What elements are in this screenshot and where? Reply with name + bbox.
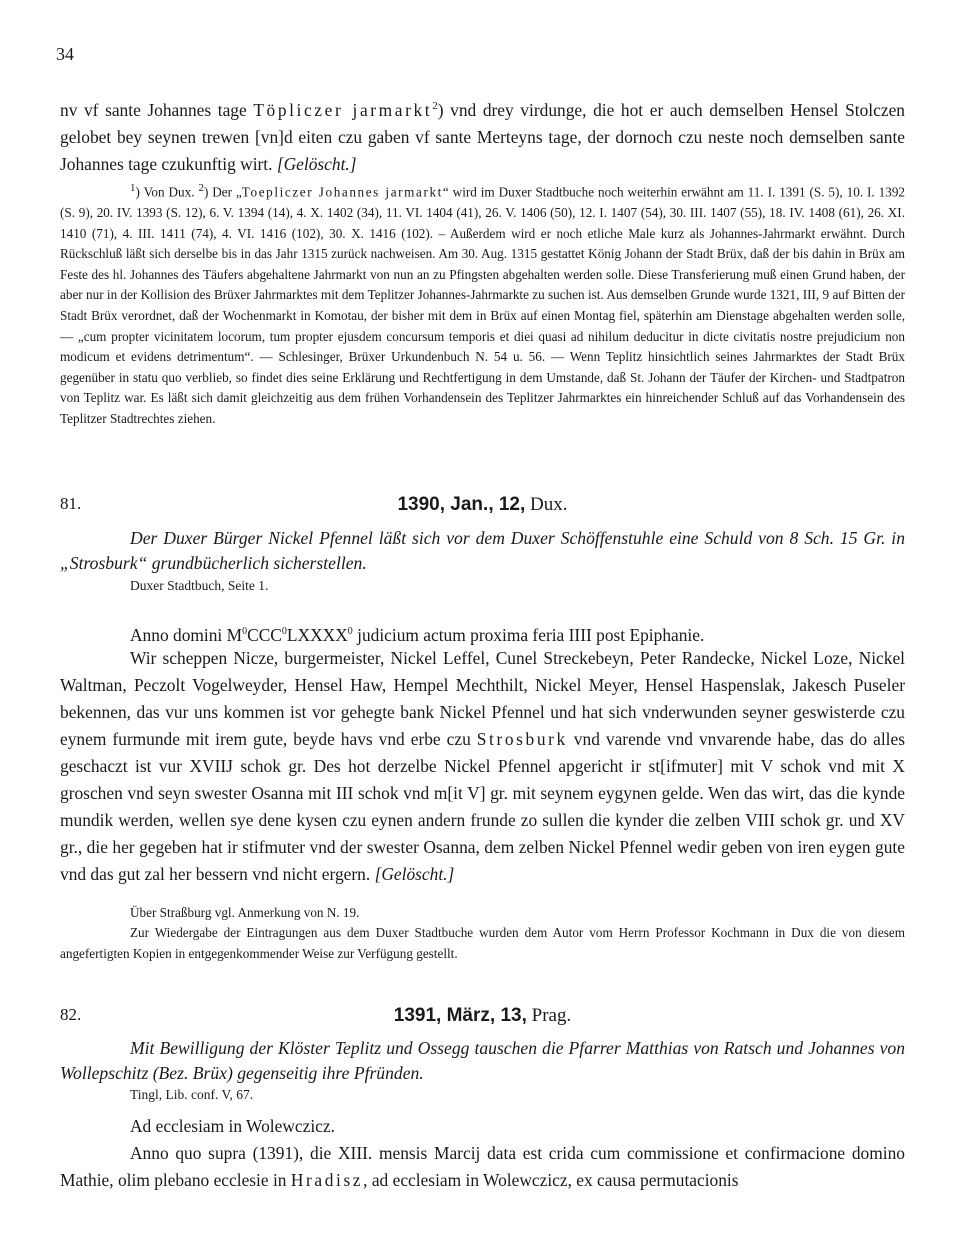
doc-81-date: 1390, Jan., 12, [397, 494, 526, 515]
doc-81-p1-text-4: judicium actum proxima feria IIII post Epiphanie. [352, 624, 705, 645]
doc-81-regest-text: Der Duxer Bürger Nickel Pfennel läßt sich vor dem Duxer Schöffenstuhle eine Schuld von 8 Sch. 15 Gr. in [130, 528, 905, 548]
sup-0: 0 [347, 626, 353, 637]
continuation-paragraph [60, 93, 905, 178]
doc-81-p1-text-2: CCC [247, 624, 282, 645]
doc-82-regest [60, 1036, 905, 1086]
doc-82-p2-text: Anno quo supra (1391), die XIII. mensis Marcij data est crida cum commissione et confirmacione domino Mathie, olim plebano ecclesie in [60, 1143, 905, 1190]
doc-81-date-line [60, 494, 905, 516]
doc-82-paragraph-2 [60, 1140, 905, 1194]
doc-81-regest-end: grundbücherlich sicherstellen. [147, 553, 367, 573]
doc-81-p2-text-rest: vnd varende vnd vnvarende habe, das do alles geschaczt ist vur XVIIJ schok gr. Des hot derzelbe Nickel Pfennel apgericht ir st[ifmuter] mit V schok vnd mit X groschen vnd seyn swester Osanna mit III schok vnd m[it V] gr. mit seynem eygynen gelde. Wen das wirt, das die kynde mundik werden, wellen sye dene kysen czu eynen andern frunde zo sullen die kynder die zelben VIII schok gr. und XV gr., die her gegeben hat ir stifmuter vnd der swester Osanna, dem zelben Nickel Pfennel wedir geben von iren eygen gute vnd das gut zal her bessern vnd nicht ergern. [60, 729, 905, 884]
doc-82-source: Tingl, Lib. conf. V, 67. [130, 1087, 254, 1102]
doc-81-paragraph-2 [60, 645, 905, 888]
footnotes [60, 178, 905, 430]
doc-81-note-2 [60, 923, 905, 964]
doc-82-p2-text-rest: , ad ecclesiam in Wolewczicz, ex causa permutacionis [363, 1170, 739, 1190]
footnote-2-body: “ wird im Duxer Stadtbuche noch weiterhin erwähnt am 11. I. 1391 (S. 5), 10. I. 1392 (S. 9), 20. IV. 1393 (S. 12), 6. V. 1394 (14), 4. X. 1402 (34), 11. VI. 1404 (41), 26. V. 1406 (50), 12. I. 1407 (54), 30. III. 1407 (55), 18. IV. 1408 (61), 26. XI. 1410 (71), 4. III. 1411 (74), 4. VI. 1416 (102), 30. X. 1416 (102). – Außerdem wird er noch etliche Male kurz als Johannes-Jahrmarkt erwähnt. Durch Rückschluß läßt sich derselbe bis in das Jahr 1315 zurück nachweisen. Am 30. Aug. 1315 gestattet König Johann der Stadt Brüx, daß der bis dahin in Brüx am Feste des hl. Johannes des Täufers abgehaltene Jahrmarkt von nun an zu Pfingsten abgehalten werden solle. Diese Transferierung muß einen Grund haben, der aber nur in der Kollision des Brüxer Jahrmarktes mit dem Teplitzer Johannes-Jahrmarkte zu suchen ist. Aus demselben Grunde wurde 1321, III, 9 auf Bitten der Stadt Brüx verordnet, daß der Wochenmarkt in Komotau, der bisher mit dem in Brüx auf einen Montag fiel, späterhin am Dienstage abgehalten werden solle, — „cum propter vicinitatem locorum, tum propter ejusdem concursum temporis et diei quasi ad nihilum deducitur in dicte civitatis nostre prejudicium non modicum et evidens detrimentum“. — Schlesinger, Brüxer Urkundenbuch N. 54 u. 56. — Wenn Teplitz hinsichtlich seines Jahrmarktes der Stadt Brüx gegenüber in statu quo verblieb, so findet dies seine Erklärung und Rechtfertigung in dem Umstande, daß St. Johann der Täufer der Kirchen- und Stadtpatron von Teplitz war. Es läßt sich damit gleichzeitig aus dem frühen Vorhandensein des Teplitzer Jahrmarktes ein hinreichender Schluß auf das Vorhandensein des Teplitzer Stadtrechtes ziehen. [60, 184, 906, 426]
footnote-2-mark: 2 [198, 182, 204, 194]
doc-82-paragraph-1: Ad ecclesiam in Wolewczicz. [130, 1116, 335, 1136]
footnote-1: ) Von Dux. [135, 184, 199, 200]
continuation-text: nv vf sante Johannes tage [60, 99, 254, 120]
doc-81-source: Duxer Stadtbuch, Seite 1. [130, 578, 269, 593]
doc-82-regest-text: Mit Bewilligung der Klöster Teplitz und Ossegg tauschen die Pfarrer Matthias von Ratsch und Johannes von Wollepschitz (Bez. Brüx) gegenseitig ihre Pfründen. [60, 1038, 905, 1083]
doc-81-number: 81. [60, 494, 82, 513]
doc-82-date-line [60, 1005, 905, 1027]
doc-81-regest [60, 526, 905, 576]
doc-81-place: Dux. [525, 494, 568, 515]
deleted-note: [Gelöscht.] [374, 864, 455, 884]
doc-81-note-2-text: Zur Wiedergabe der Eintragungen aus dem Duxer Stadtbuche wurden dem Autor vom Herrn Professor Kochmann in Dux die von diesem angefertigten Kopien in entgegenkommender Weise zur Verfügung gestellt. [60, 925, 905, 961]
spaced-market-name: Töpliczer jarmarkt [253, 99, 433, 120]
doc-81-regest-place: „Strosburk“ [60, 553, 148, 573]
footnote-ref: 2 [432, 100, 438, 112]
doc-82-date: 1391, März, 13, [393, 1005, 527, 1026]
footnote-1-mark: 1 [130, 182, 136, 194]
continuation-text-rest: ) vnd drey virdunge, die hot er auch demselben Hensel Stolczen gelobet bey seynen trewen [vn]d eiten czu gaben vf sante Merteyns tage, der dornoch czu neste noch demselben sante Johannes tage czukunftig wirt. [60, 99, 905, 174]
page-number: 34 [56, 44, 74, 64]
doc-82-place: Prag. [526, 1005, 572, 1026]
spaced-place-name: Strosburk [476, 729, 568, 749]
doc-81-p2-text: Wir scheppen Nicze, burgermeister, Nickel Leffel, Cunel Streckebeyn, Peter Randecke, Nickel Loze, Nickel Waltman, Peczolt Vogelweyder, Hensel Haw, Hempel Mechthilt, Nickel Meyer, Hensel Haspenslak, Jakesch Puseler bekennen, das vur uns kommen ist vor gehegte bank Nickel Pfennel und hat sich vnderwunden seyner geswisterde czu eynem furmunde mit irem gute, beyde havs vnd erbe czu [60, 648, 905, 749]
footnote-2-start: ) Der „ [203, 184, 242, 200]
deleted-note: [Gelöscht.] [276, 153, 357, 174]
sup-0: 0 [242, 626, 248, 637]
doc-81-note-1: Über Straßburg vgl. Anmerkung von N. 19. [130, 905, 360, 920]
doc-82-header [60, 1005, 905, 1033]
doc-81-p1-text-3: LXXXX [286, 624, 348, 645]
footnote-2-spaced: Toepliczer Johannes jarmarkt [241, 184, 443, 200]
doc-81-header [60, 494, 905, 522]
doc-81-p1-text: Anno domini M [130, 624, 243, 645]
sup-0: 0 [281, 626, 287, 637]
spaced-place-name: Hradisz [290, 1170, 364, 1190]
doc-82-number: 82. [60, 1005, 82, 1024]
